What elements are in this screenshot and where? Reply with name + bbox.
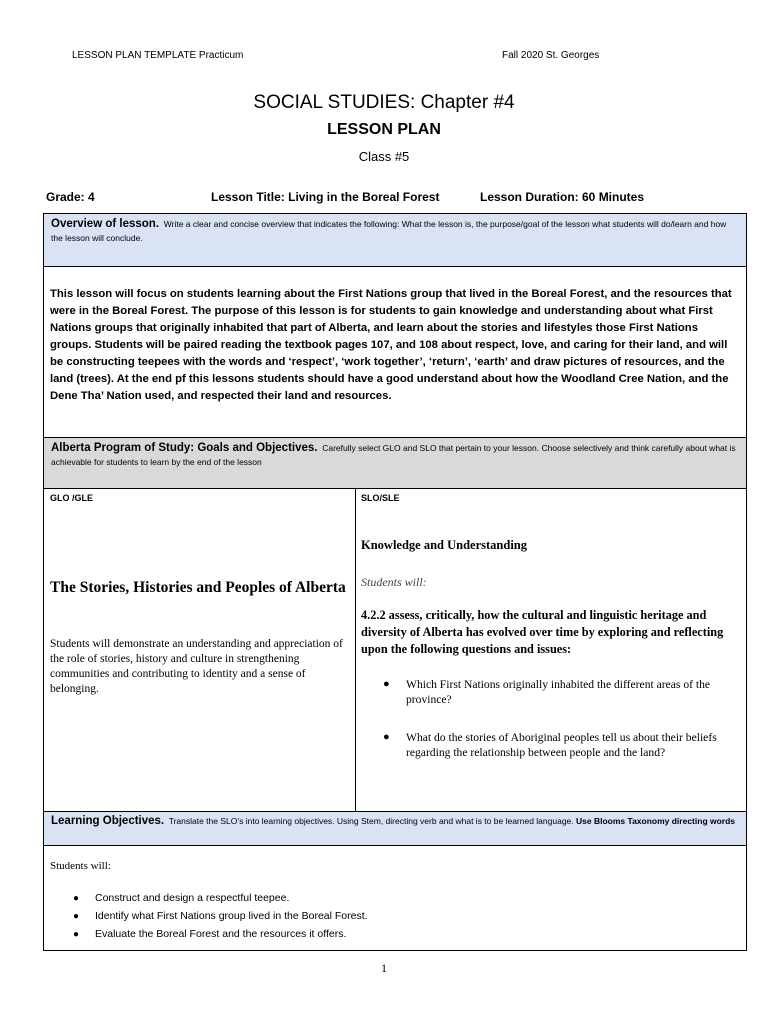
glo-column-header: GLO /GLE [50, 493, 94, 503]
slo-heading: Knowledge and Understanding [361, 538, 528, 552]
bullet-icon: ● [73, 929, 80, 940]
slo-bullet-text: What do the stories of Aboriginal peoples tell us about their beliefs regarding the relationship between people and the land? [406, 731, 717, 759]
program-header [43, 437, 747, 489]
slo-column-header: SLO/SLE [361, 493, 400, 503]
class-number: Class #5 [358, 149, 410, 164]
learning-objective-text: Construct and design a respectful teepee. [95, 892, 290, 904]
overview-header [43, 213, 747, 267]
page-number: 1 [381, 961, 387, 975]
glo-text: Students will demonstrate an understanding and appreciation of the role of stories, history and culture in strengthening communities and contributing to identity and a sense of belonging. [50, 638, 343, 695]
overview-body: This lesson will focus on students learning about the First Nations group that lived in the Boreal Forest, and the resources that were in the Boreal Forest. The purpose of this lesson is for students to gain knowledge and understanding about what First Nations groups that originally inhabited that part of Alberta, and learn about the stories and lifestyles those First Nations groups. Students will be paired reading the textbook pages 107, and 108 about respect, love, and caring for their land, and will be constructing teepees with the words and ‘respect’, ‘work together’, ‘return’, ‘earth’ and draw pictures of resources, and the land (trees). At the end pf this lessons students should have a good understand about how the Woodland Cree Nation, and the Dene Tha’ Nation used, and respected their land and resources. [50, 288, 732, 402]
glo-title: The Stories, Histories and Peoples of Alberta [50, 579, 346, 596]
learning-objective-item [73, 928, 346, 940]
bullet-icon: ● [73, 911, 80, 922]
learning-instructions-bold: Use Blooms Taxonomy directing words [576, 816, 736, 826]
slo-bullet [383, 730, 741, 760]
slo-bullet-text: Which First Nations originally inhabited the different areas of the province? [406, 678, 711, 706]
overview-heading: Overview of lesson. [51, 218, 160, 230]
header-right: Fall 2020 St. Georges [502, 50, 600, 61]
page-title: SOCIAL STUDIES: Chapter #4 [253, 92, 515, 113]
learning-students-will: Students will: [50, 860, 111, 872]
learning-objective-item [73, 910, 368, 922]
program-heading: Alberta Program of Study: Goals and Objectives. [51, 442, 318, 454]
column-divider [355, 488, 356, 812]
lesson-duration-label: Lesson Duration: 60 Minutes [480, 190, 645, 204]
lesson-title-label: Lesson Title: Living in the Boreal Forest [211, 190, 440, 204]
learning-heading: Learning Objectives. [51, 815, 165, 827]
slo-bullet [383, 677, 741, 707]
learning-objective-text: Evaluate the Boreal Forest and the resources it offers. [95, 928, 347, 940]
header-left: LESSON PLAN TEMPLATE Practicum [72, 50, 244, 61]
learning-objective-item [73, 892, 289, 904]
overview-instructions: Write a clear and concise overview that indicates the following: What the lesson is, the purpose/goal of the lesson what students will do/learn and how the lesson will conclude. [51, 219, 727, 243]
learning-objective-text: Identify what First Nations group lived in the Boreal Forest. [95, 910, 368, 922]
bullet-icon: ● [383, 731, 390, 743]
learning-objectives-header [43, 811, 747, 846]
learning-instructions: Translate the SLO’s into learning objectives. Using Stem, directing verb and what is to be learned language. [168, 816, 574, 826]
grade-label: Grade: 4 [46, 190, 95, 204]
program-instructions: Carefully select GLO and SLO that pertain to your lesson. Choose selectively and think carefully about what is achievable for students to learn by the end of the lesson [51, 443, 736, 467]
slo-students-will: Students will: [361, 575, 427, 589]
slo-objective: 4.2.2 assess, critically, how the cultural and linguistic heritage and diversity of Alberta has evolved over time by exploring and reflecting upon the following questions and issues: [361, 608, 724, 656]
bullet-icon: ● [73, 893, 80, 904]
page-subtitle: LESSON PLAN [327, 121, 441, 138]
bullet-icon: ● [383, 678, 390, 690]
